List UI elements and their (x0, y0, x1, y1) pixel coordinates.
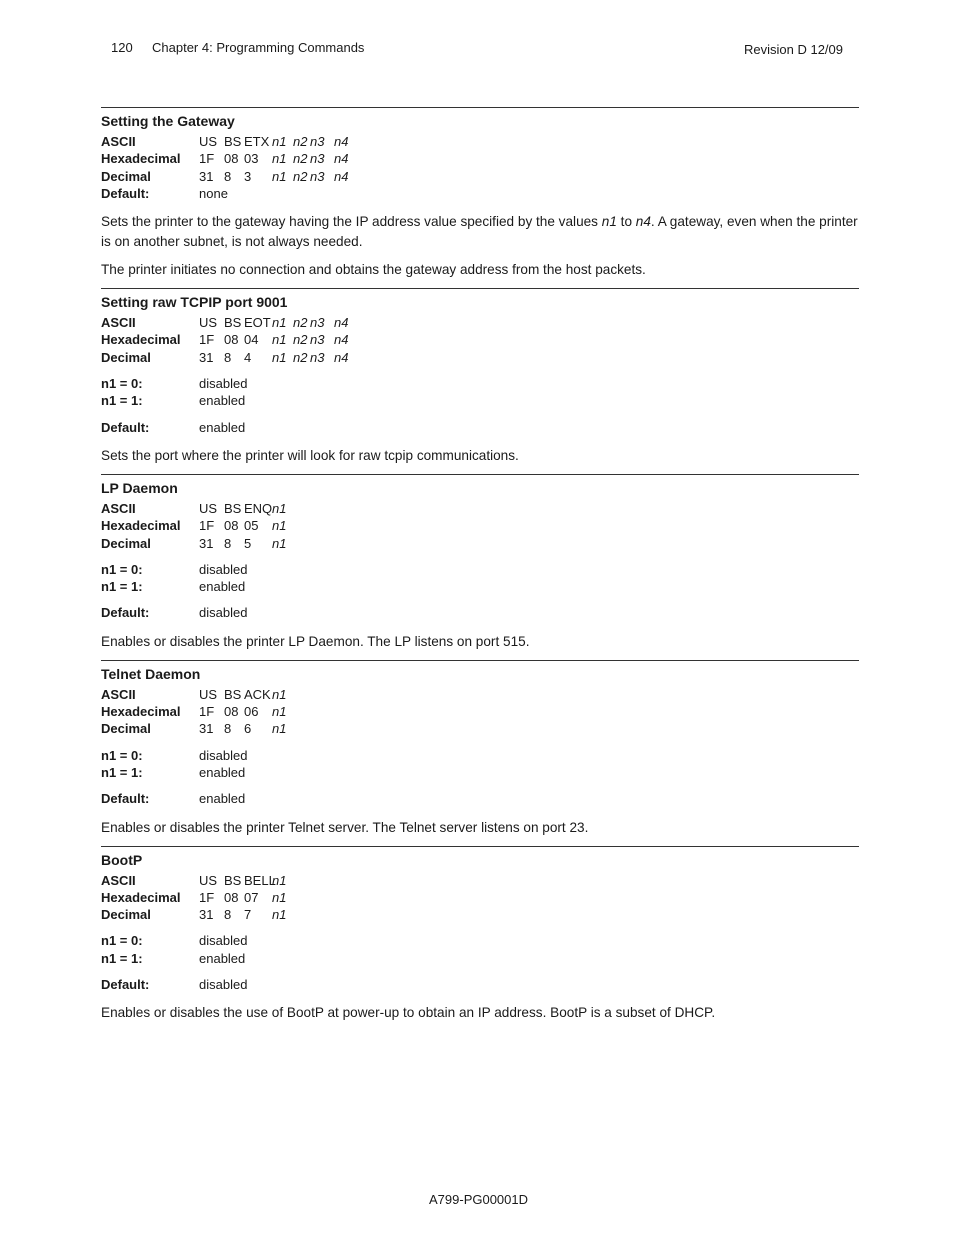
default-label: Default: (101, 791, 150, 807)
description-paragraph (101, 212, 859, 252)
row-values (199, 331, 354, 348)
page-number: 120 (111, 40, 133, 55)
default-row (101, 976, 859, 993)
spacer (101, 552, 859, 561)
code-cell: EOT (244, 315, 271, 331)
code-cell: 1F (199, 151, 215, 167)
code-cell: 03 (244, 151, 259, 167)
command-row (101, 535, 859, 552)
code-cell: 04 (244, 332, 259, 348)
row-label: Decimal (101, 907, 151, 923)
code-cell: n2 (293, 349, 308, 365)
code-cell: 8 (224, 535, 232, 551)
command-row (101, 720, 859, 737)
row-label: ASCII (101, 872, 136, 888)
row-label: ASCII (101, 134, 136, 149)
row-values (199, 517, 293, 534)
param-name: n1 (601, 214, 617, 230)
code-cell: 5 (244, 535, 252, 551)
default-value: enabled (199, 791, 246, 807)
section-title: Telnet Daemon (101, 665, 201, 682)
command-row (101, 133, 859, 150)
code-cell: 08 (224, 151, 239, 167)
param-name: n4 (635, 214, 651, 230)
spacer (101, 781, 859, 790)
description-paragraph (101, 1003, 859, 1023)
command-row (101, 517, 859, 534)
command-row (101, 185, 859, 202)
code-cell: n1 (272, 721, 287, 737)
code-cell: n1 (272, 332, 287, 348)
command-section (101, 107, 859, 280)
row-values (199, 703, 293, 720)
code-cell: n2 (293, 315, 308, 331)
code-cell: n3 (310, 134, 325, 149)
code-cell: ETX (244, 134, 270, 149)
code-cell: n2 (293, 168, 308, 184)
code-cell: US (199, 686, 218, 702)
code-cell: n1 (272, 872, 287, 888)
row-values (199, 168, 354, 185)
row-label: ASCII (101, 500, 136, 516)
paragraph-text: Sets the port where the printer will look for raw tcpip communications. (101, 447, 519, 463)
row-values (199, 720, 293, 737)
section-title: LP Daemon (101, 479, 178, 496)
command-section (101, 288, 859, 466)
code-cell: BS (224, 315, 242, 331)
row-label: Hexadecimal (101, 704, 181, 720)
paragraph-text: Enables or disables the use of BootP at power-up to obtain an IP address. BootP is a subset of DHCP. (101, 1005, 716, 1021)
command-section (101, 846, 859, 1024)
description-paragraph (101, 632, 859, 652)
spacer (101, 967, 859, 976)
option-label: n1 = 0: (101, 933, 143, 949)
paragraph-text: Enables or disables the printer Telnet server. The Telnet server listens on port 23. (101, 819, 589, 835)
row-values (199, 889, 293, 906)
option-value: enabled (199, 393, 246, 409)
code-cell: n4 (334, 315, 349, 331)
code-cell: 05 (244, 518, 259, 534)
command-row (101, 500, 859, 517)
code-cell: 7 (244, 907, 252, 923)
description-paragraph (101, 446, 859, 466)
row-label: Decimal (101, 349, 151, 365)
code-cell: n4 (334, 151, 349, 167)
code-cell: n1 (272, 134, 287, 149)
default-label: Default: (101, 605, 150, 621)
default-label: Default: (101, 419, 150, 435)
code-cell: 8 (224, 349, 232, 365)
code-cell: n4 (334, 332, 349, 348)
row-values (199, 535, 293, 552)
default-value: disabled (199, 977, 248, 993)
code-cell: n4 (334, 349, 349, 365)
option-value: enabled (199, 764, 246, 780)
default-row (101, 419, 859, 436)
command-row (101, 349, 859, 366)
code-cell: n3 (310, 168, 325, 184)
spacer (101, 595, 859, 604)
default-row (101, 604, 859, 621)
code-cell: 8 (224, 721, 232, 737)
command-row (101, 906, 859, 923)
command-row (101, 686, 859, 703)
code-cell: 6 (244, 721, 252, 737)
code-cell: n3 (310, 332, 325, 348)
code-cell: BS (224, 686, 242, 702)
code-cell: 31 (199, 349, 214, 365)
code-cell: ACK (244, 686, 271, 702)
code-cell: 08 (224, 704, 239, 720)
row-values (199, 686, 293, 703)
code-cell: n1 (272, 500, 287, 516)
code-cell: n3 (310, 315, 325, 331)
command-row (101, 703, 859, 720)
code-cell: BELL (244, 872, 276, 888)
row-values (199, 872, 293, 889)
code-cell: 08 (224, 518, 239, 534)
code-cell: n1 (272, 704, 287, 720)
option-row (101, 764, 859, 781)
option-row (101, 932, 859, 949)
spacer (101, 410, 859, 419)
code-cell: n4 (334, 134, 349, 149)
row-label: Decimal (101, 535, 151, 551)
row-values (199, 349, 354, 366)
paragraph-text: to (616, 214, 636, 230)
row-values (199, 150, 354, 167)
code-cell: n1 (272, 889, 287, 905)
code-cell: BS (224, 500, 242, 516)
description-paragraph (101, 260, 859, 280)
row-label: ASCII (101, 686, 136, 702)
option-row (101, 392, 859, 409)
code-cell: 31 (199, 721, 214, 737)
code-cell: 8 (224, 907, 232, 923)
code-cell: 1F (199, 704, 215, 720)
code-cell: 31 (199, 535, 214, 551)
code-cell: n3 (310, 151, 325, 167)
code-cell: 31 (199, 168, 214, 184)
row-label: Hexadecimal (101, 518, 181, 534)
spacer (101, 923, 859, 932)
option-value: disabled (199, 376, 248, 392)
paragraph-text: . A gateway, even when the printer is on another subnet, is not always needed. (101, 214, 858, 250)
code-cell: 1F (199, 332, 215, 348)
section-title: Setting raw TCPIP port 9001 (101, 294, 288, 311)
section-title: BootP (101, 851, 143, 868)
code-cell: 06 (244, 704, 259, 720)
code-cell: n1 (272, 518, 287, 534)
option-row (101, 375, 859, 392)
code-cell: US (199, 872, 218, 888)
code-cell: n1 (272, 168, 287, 184)
document-id: A799-PG00001D (429, 1192, 529, 1207)
default-value: disabled (199, 605, 248, 621)
row-label: ASCII (101, 315, 136, 331)
spacer (101, 366, 859, 375)
command-row (101, 331, 859, 348)
option-label: n1 = 0: (101, 747, 143, 763)
code-cell: n4 (334, 168, 349, 184)
section-title: Setting the Gateway (101, 113, 235, 129)
code-cell: 3 (244, 168, 252, 184)
row-label: Hexadecimal (101, 332, 181, 348)
code-cell: US (199, 315, 218, 331)
code-cell: 1F (199, 518, 215, 534)
code-cell: 08 (224, 889, 239, 905)
command-row (101, 314, 859, 331)
code-cell: n3 (310, 349, 325, 365)
code-cell: 07 (244, 889, 259, 905)
option-label: n1 = 1: (101, 393, 143, 409)
code-cell: n2 (293, 151, 308, 167)
spacer (101, 738, 859, 747)
paragraph-text: Sets the printer to the gateway having the IP address value specified by the values (101, 214, 602, 230)
code-cell: US (199, 134, 218, 149)
row-label: Hexadecimal (101, 151, 181, 167)
option-row (101, 950, 859, 967)
option-value: disabled (199, 933, 248, 949)
code-cell: n1 (272, 315, 287, 331)
code-cell: US (199, 500, 218, 516)
row-values (199, 500, 293, 517)
chapter-title: Chapter 4: Programming Commands (152, 40, 365, 55)
command-row (101, 889, 859, 906)
option-row (101, 561, 859, 578)
code-cell: n1 (272, 151, 287, 167)
row-values (199, 314, 354, 331)
code-cell: 31 (199, 907, 214, 923)
code-cell: n1 (272, 686, 287, 702)
code-cell: n2 (293, 332, 308, 348)
option-row (101, 747, 859, 764)
paragraph-text: The printer initiates no connection and obtains the gateway address from the host packets. (101, 262, 646, 278)
code-cell: n1 (272, 535, 287, 551)
document-body (101, 107, 859, 1031)
option-value: disabled (199, 747, 248, 763)
code-cell: 8 (224, 168, 232, 184)
code-cell: n2 (293, 134, 308, 149)
row-label: Hexadecimal (101, 889, 181, 905)
row-values (199, 906, 293, 923)
option-label: n1 = 1: (101, 764, 143, 780)
code-cell: 08 (224, 332, 239, 348)
description-paragraph (101, 818, 859, 838)
row-values (199, 185, 228, 202)
code-cell: n1 (272, 349, 287, 365)
command-row (101, 150, 859, 167)
paragraph-text: Enables or disables the printer LP Daemon. The LP listens on port 515. (101, 633, 530, 649)
command-section (101, 474, 859, 652)
code-cell: none (199, 185, 228, 201)
option-label: n1 = 1: (101, 950, 143, 966)
option-row (101, 578, 859, 595)
default-label: Default: (101, 977, 150, 993)
code-cell: 4 (244, 349, 252, 365)
option-label: n1 = 1: (101, 579, 143, 595)
command-section (101, 660, 859, 838)
row-label: Default: (101, 185, 150, 201)
revision-label: Revision D 12/09 (744, 42, 843, 57)
option-value: enabled (199, 579, 246, 595)
row-label: Decimal (101, 168, 151, 184)
code-cell: BS (224, 872, 242, 888)
code-cell: BS (224, 134, 242, 149)
code-cell: n1 (272, 907, 287, 923)
option-label: n1 = 0: (101, 376, 143, 392)
option-value: enabled (199, 950, 246, 966)
code-cell: ENQ (244, 500, 273, 516)
command-row (101, 872, 859, 889)
default-row (101, 790, 859, 807)
row-values (199, 133, 354, 150)
option-value: disabled (199, 561, 248, 577)
option-label: n1 = 0: (101, 561, 143, 577)
row-label: Decimal (101, 721, 151, 737)
command-row (101, 168, 859, 185)
default-value: enabled (199, 419, 246, 435)
code-cell: 1F (199, 889, 215, 905)
